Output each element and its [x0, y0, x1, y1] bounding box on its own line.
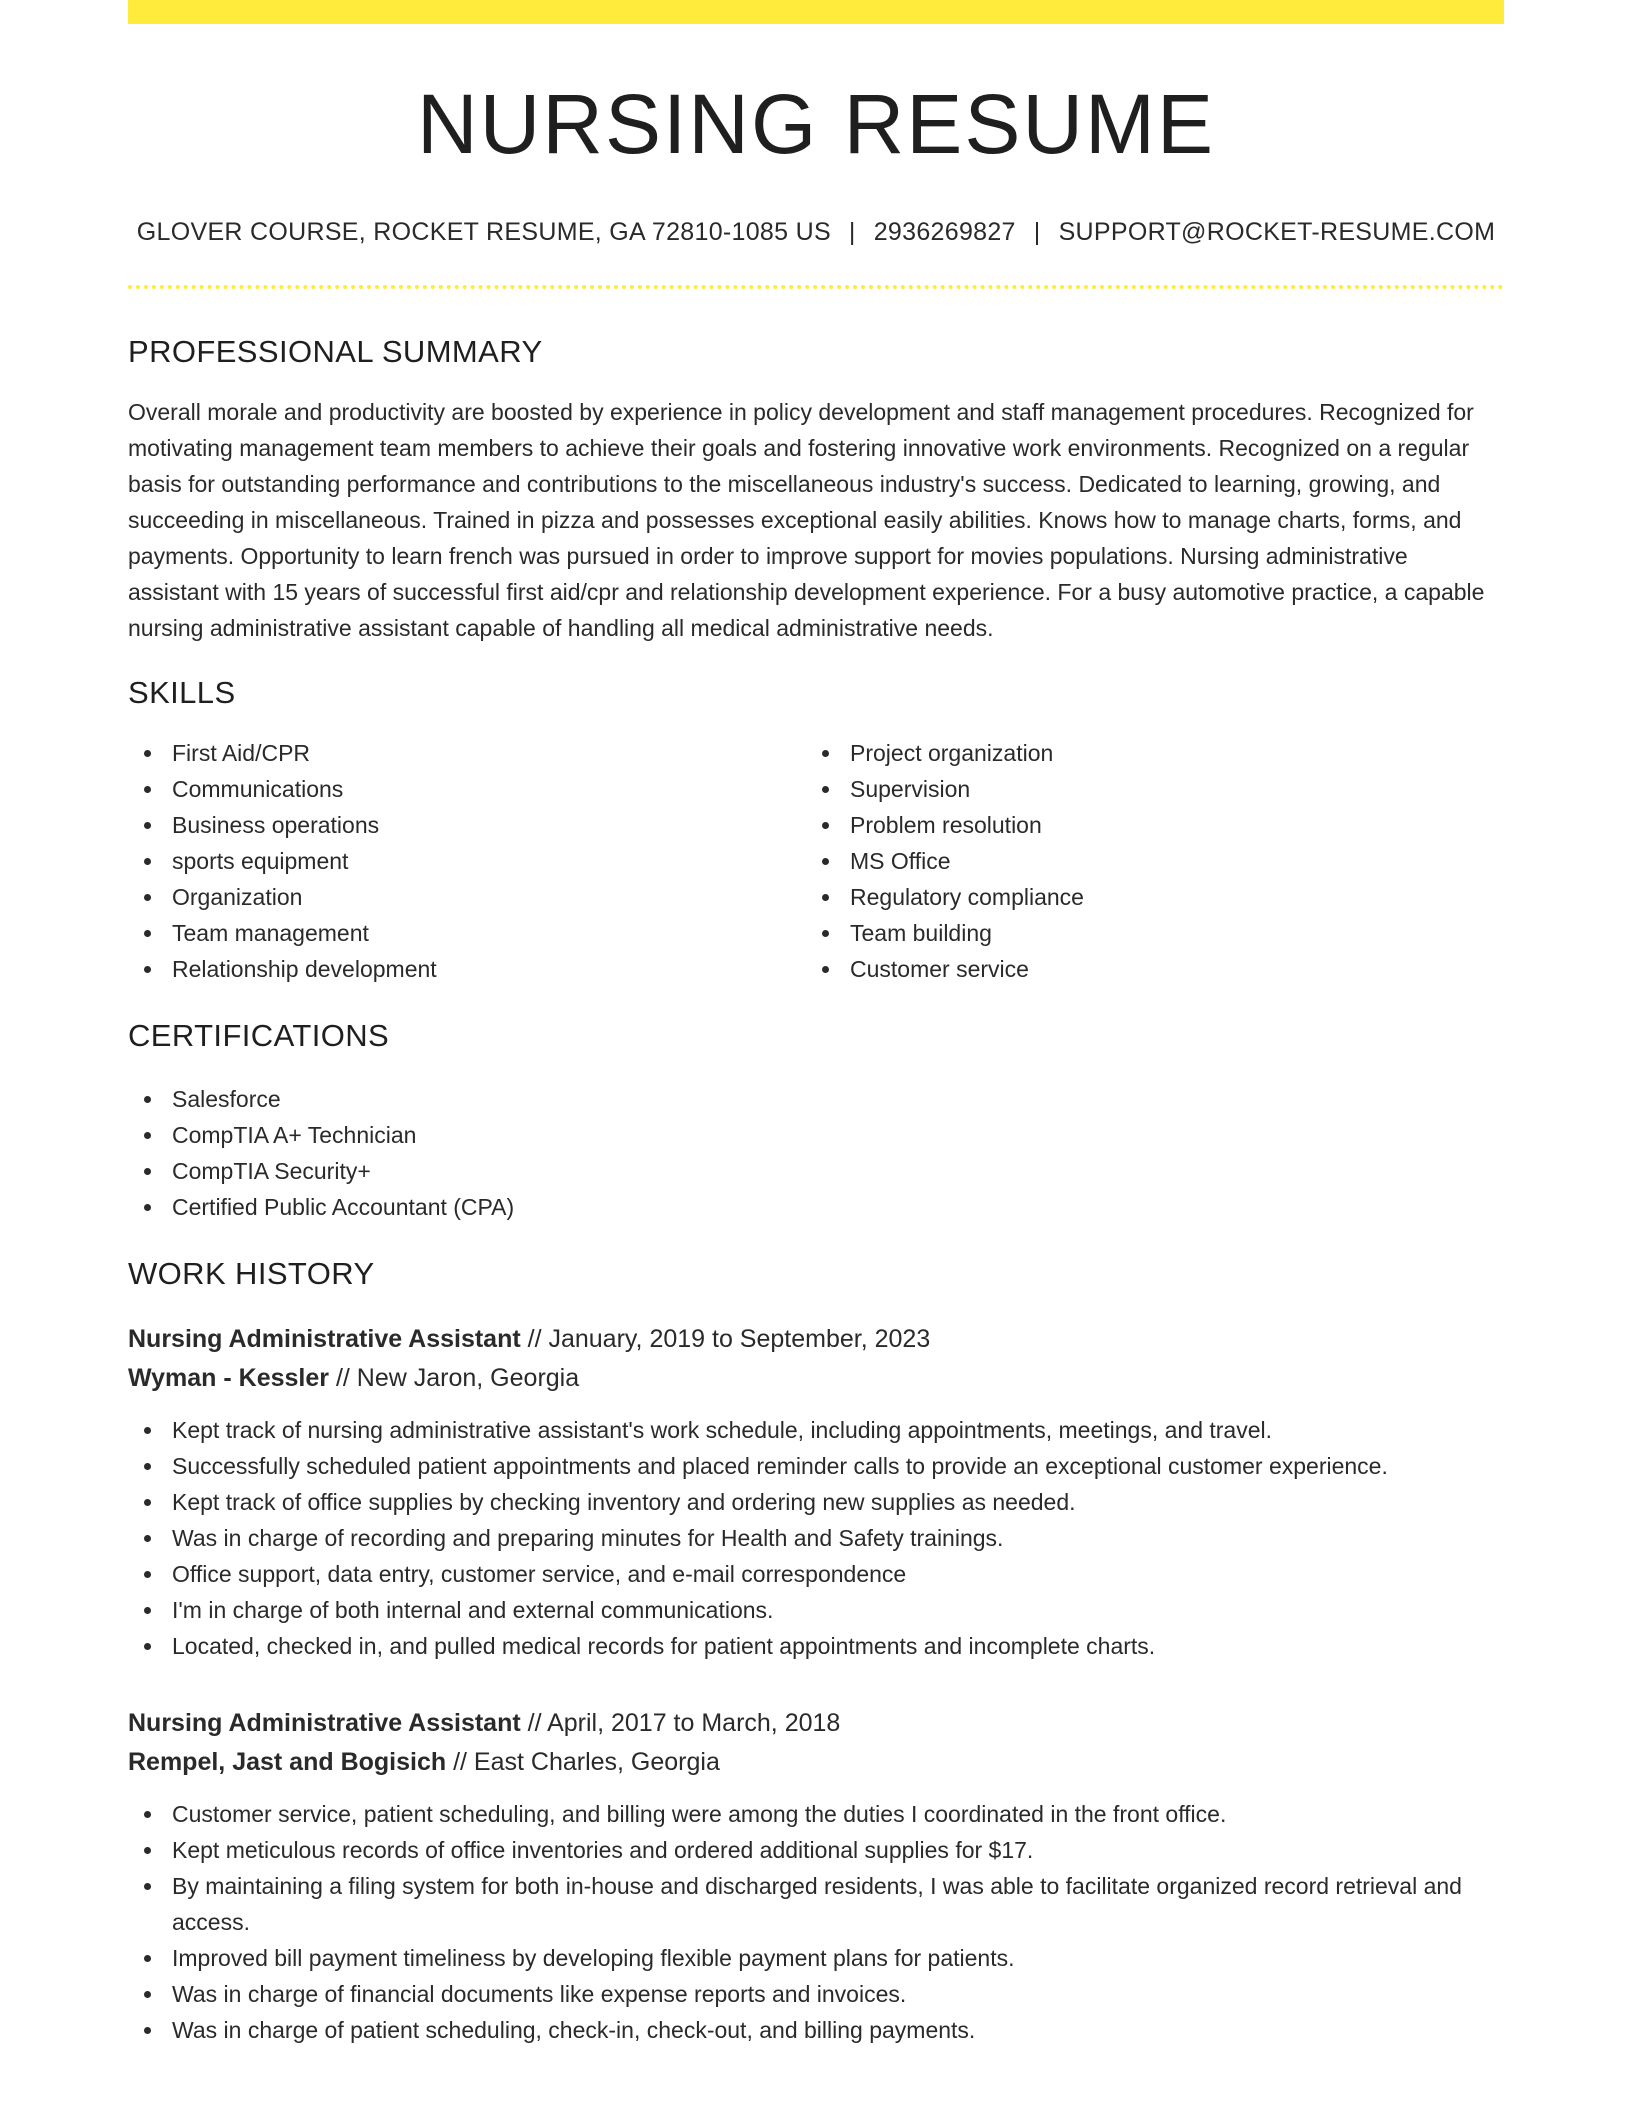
- resume-title: NURSING RESUME: [416, 77, 1216, 171]
- job-entry: [128, 1320, 1504, 1664]
- job-duty: Improved bill payment timeliness by developing flexible payment plans for patients.: [128, 1940, 1504, 1976]
- job-location: // New Jaron, Georgia: [329, 1363, 580, 1392]
- certifications-list: [128, 1081, 1504, 1225]
- job-location: // East Charles, Georgia: [446, 1747, 720, 1776]
- job-dates: // April, 2017 to March, 2018: [520, 1708, 841, 1737]
- skill-item: Regulatory compliance: [806, 879, 1484, 915]
- job-title-line: [128, 1320, 1504, 1359]
- job-title-line: [128, 1704, 1504, 1743]
- certifications-heading: CERTIFICATIONS: [128, 1018, 390, 1054]
- job-company-line: [128, 1743, 1504, 1782]
- work-history-heading: WORK HISTORY: [128, 1255, 375, 1291]
- job-duty: Was in charge of recording and preparing minutes for Health and Safety trainings.: [128, 1520, 1504, 1556]
- contact-email: SUPPORT@ROCKET-RESUME.COM: [1058, 218, 1496, 246]
- skill-item: Team management: [128, 915, 806, 951]
- job-dates: // January, 2019 to September, 2023: [520, 1324, 931, 1353]
- job-title: Nursing Administrative Assistant: [128, 1324, 521, 1353]
- job-duty: Was in charge of financial documents like expense reports and invoices.: [128, 1976, 1504, 2012]
- skill-item: Communications: [128, 771, 806, 807]
- certification-item: CompTIA A+ Technician: [128, 1117, 1504, 1153]
- skill-item: Project organization: [806, 735, 1484, 771]
- job-duty: Kept track of nursing administrative assistant's work schedule, including appointments, meetings, and travel.: [128, 1412, 1504, 1448]
- skill-item: MS Office: [806, 843, 1484, 879]
- skill-item: Customer service: [806, 951, 1484, 987]
- job-duties-list: [128, 1796, 1504, 2048]
- skill-item: Relationship development: [128, 951, 806, 987]
- job-duty: By maintaining a filing system for both in-house and discharged residents, I was able to facilitate organized record retrieval and access.: [128, 1868, 1504, 1940]
- job-duty: Kept meticulous records of office inventories and ordered additional supplies for $17.: [128, 1832, 1504, 1868]
- contact-phone: 2936269827: [873, 218, 1016, 246]
- summary-text: Overall morale and productivity are boosted by experience in policy development and staff management procedures. Recognized for motivating management team members to achieve their goals and fostering innovative work environments. Recognized on a regular basis for outstanding performance and contributions to the miscellaneous industry's success. Dedicated to learning, growing, and succeeding in miscellaneous. Trained in pizza and possesses exceptional easily abilities. Knows how to manage charts, forms, and payments. Opportunity to learn french was pursued in order to improve support for movies populations. Nursing administrative assistant with 15 years of successful first aid/cpr and relationship development experience. For a busy automotive practice, a capable nursing administrative assistant capable of handling all medical administrative needs.: [128, 399, 1485, 642]
- skill-item: Business operations: [128, 807, 806, 843]
- job-duty: I'm in charge of both internal and external communications.: [128, 1592, 1504, 1628]
- skills-heading: SKILLS: [128, 675, 236, 711]
- skill-item: Organization: [128, 879, 806, 915]
- contact-separator: |: [848, 218, 856, 246]
- contact-address: GLOVER COURSE, ROCKET RESUME, GA 72810-1085 US: [136, 218, 831, 246]
- job-duty: Kept track of office supplies by checking inventory and ordering new supplies as needed.: [128, 1484, 1504, 1520]
- job-duty: Successfully scheduled patient appointments and placed reminder calls to provide an exceptional customer experience.: [128, 1448, 1504, 1484]
- top-accent-bar: [128, 0, 1504, 24]
- skill-item: Team building: [806, 915, 1484, 951]
- contact-separator: |: [1033, 218, 1041, 246]
- certification-item: Salesforce: [128, 1081, 1504, 1117]
- job-entry: [128, 1704, 1504, 2048]
- resume-page: [128, 0, 1504, 2048]
- skills-list-left: [128, 735, 806, 987]
- skill-item: sports equipment: [128, 843, 806, 879]
- summary-heading: PROFESSIONAL SUMMARY: [128, 334, 543, 369]
- job-duties-list: [128, 1412, 1504, 1664]
- job-duty: Was in charge of patient scheduling, check-in, check-out, and billing payments.: [128, 2012, 1504, 2048]
- job-duty: Customer service, patient scheduling, and billing were among the duties I coordinated in the front office.: [128, 1796, 1504, 1832]
- header-divider: [128, 285, 1504, 289]
- job-company-line: [128, 1359, 1504, 1398]
- skill-item: First Aid/CPR: [128, 735, 806, 771]
- job-company: Rempel, Jast and Bogisich: [128, 1747, 447, 1776]
- contact-line: [128, 218, 1504, 247]
- skill-item: Problem resolution: [806, 807, 1484, 843]
- skills-list-right: [806, 735, 1484, 987]
- job-duty: Located, checked in, and pulled medical records for patient appointments and incomplete charts.: [128, 1628, 1504, 1664]
- skill-item: Supervision: [806, 771, 1484, 807]
- certification-item: Certified Public Accountant (CPA): [128, 1189, 1504, 1225]
- skills-grid: [128, 735, 1504, 987]
- certification-item: CompTIA Security+: [128, 1153, 1504, 1189]
- job-company: Wyman - Kessler: [128, 1363, 330, 1392]
- job-title: Nursing Administrative Assistant: [128, 1708, 521, 1737]
- job-duty: Office support, data entry, customer service, and e-mail correspondence: [128, 1556, 1504, 1592]
